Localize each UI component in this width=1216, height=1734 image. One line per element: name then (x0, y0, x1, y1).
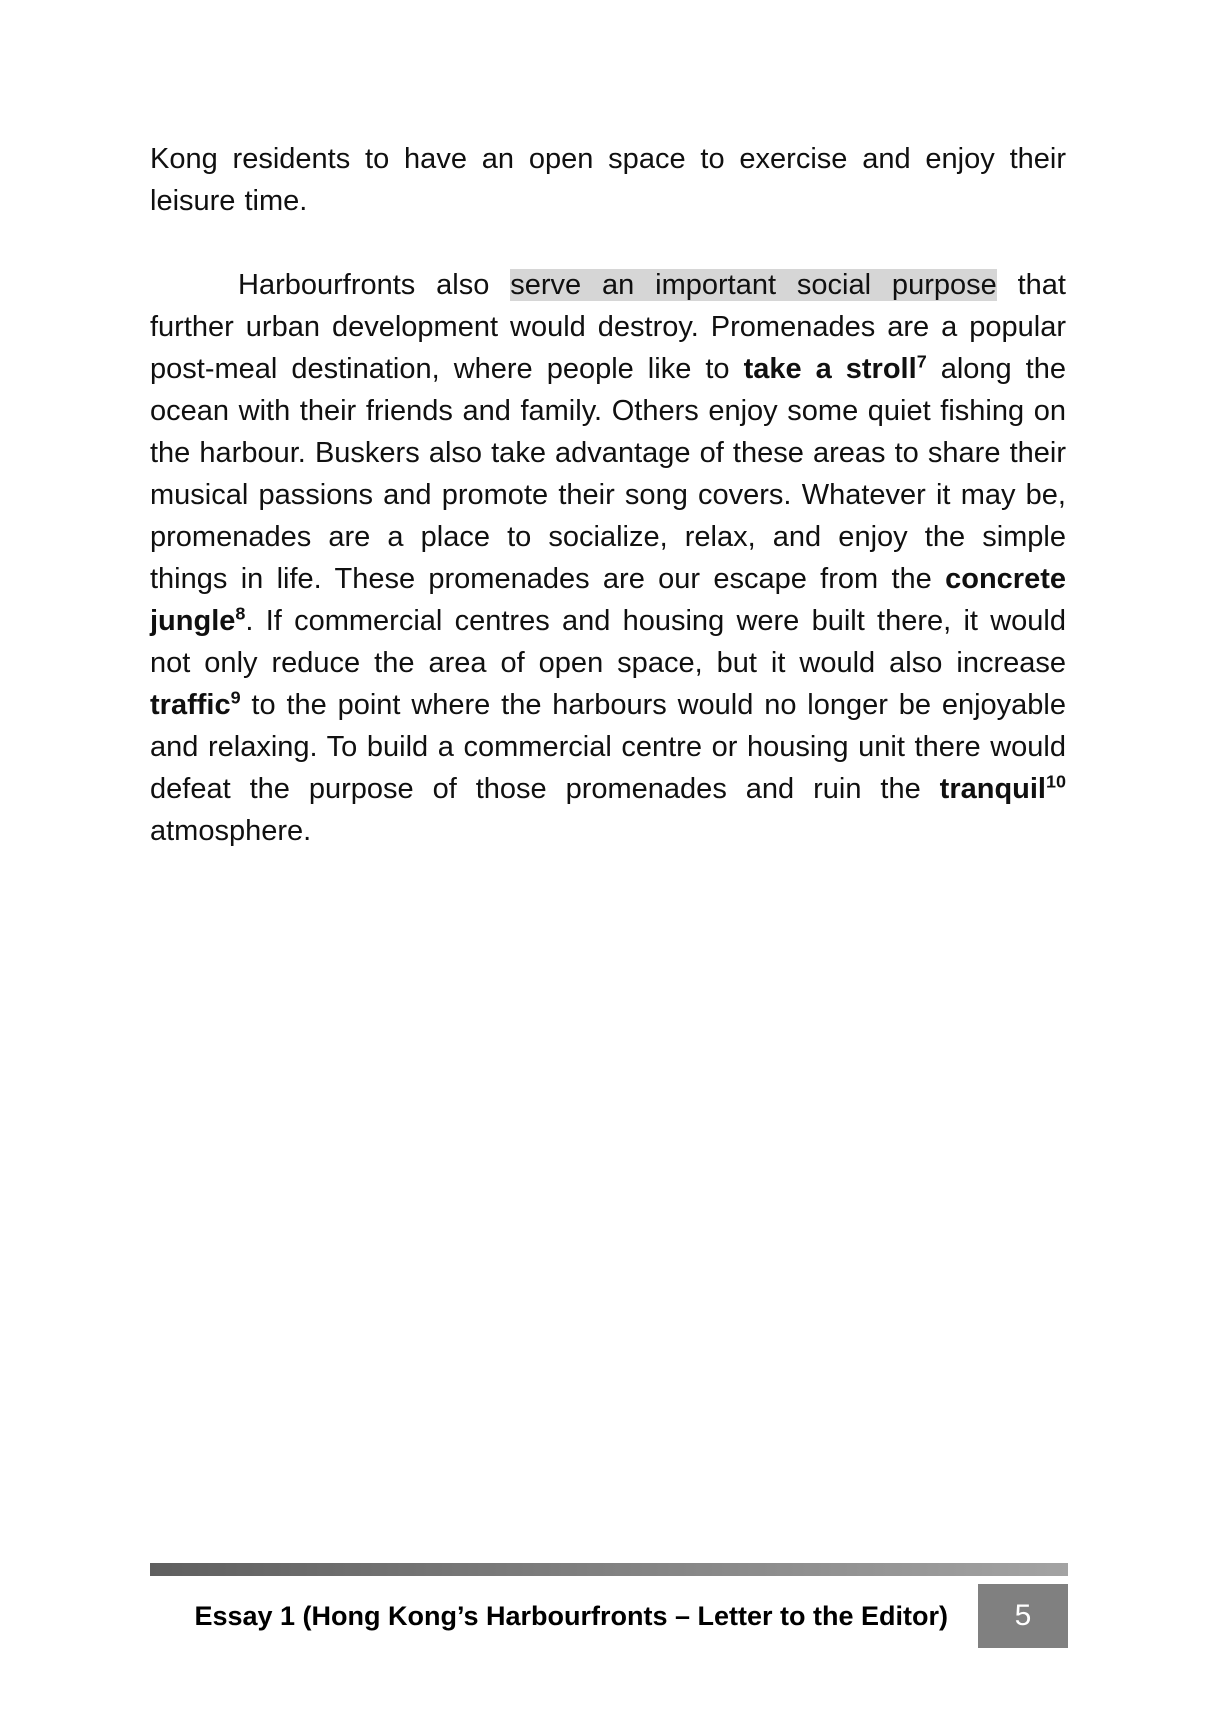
text-run: along the ocean with their friends and family. Others enjoy some quiet fishing on the harbour. Buskers also take advantage of these areas to share their musical passions and promote their song covers. Whatever it may be, promenades are a place to socialize, relax, and enjoy the simple things in life. These promenades are our escape from the (150, 353, 1067, 595)
bold-text: 9 (230, 687, 241, 708)
footer (150, 1584, 1068, 1648)
highlighted-text: serve an important social purpose (510, 269, 997, 301)
text-run: to the point where the harbours would no longer be enjoyable and relaxing. To build a commercial centre or housing unit there would defeat the purpose of those promenades and ruin the (150, 689, 1066, 805)
bold-text: 7 (916, 351, 927, 372)
footer-title: Essay 1 (Hong Kong’s Harbourfronts – Letter to the Editor) (194, 1600, 948, 1631)
text-run: Kong residents to have an open space to exercise and enjoy their leisure time. (150, 143, 1066, 217)
bold-text: 10 (1046, 771, 1066, 792)
paragraph (150, 264, 1066, 852)
bold-text: concrete jungle (150, 563, 1066, 637)
footer-rule (150, 1563, 1068, 1576)
text-run: . If commercial centres and housing were built there, it would not only reduce the area of open space, but it would also increase (150, 605, 1066, 679)
bold-text: traffic (150, 689, 231, 721)
text-run: atmosphere. (150, 815, 312, 847)
text-run: Harbourfronts also (238, 269, 511, 301)
essay-body (150, 138, 1066, 894)
bold-text: tranquil (939, 773, 1046, 805)
page-number-badge: 5 (978, 1584, 1068, 1648)
bold-text: take a stroll (743, 353, 917, 385)
bold-text: 8 (235, 603, 246, 624)
paragraph (150, 138, 1066, 222)
text-run: that further urban development would destroy. Promenades are a popular post-meal destination, where people like to (150, 269, 1066, 385)
